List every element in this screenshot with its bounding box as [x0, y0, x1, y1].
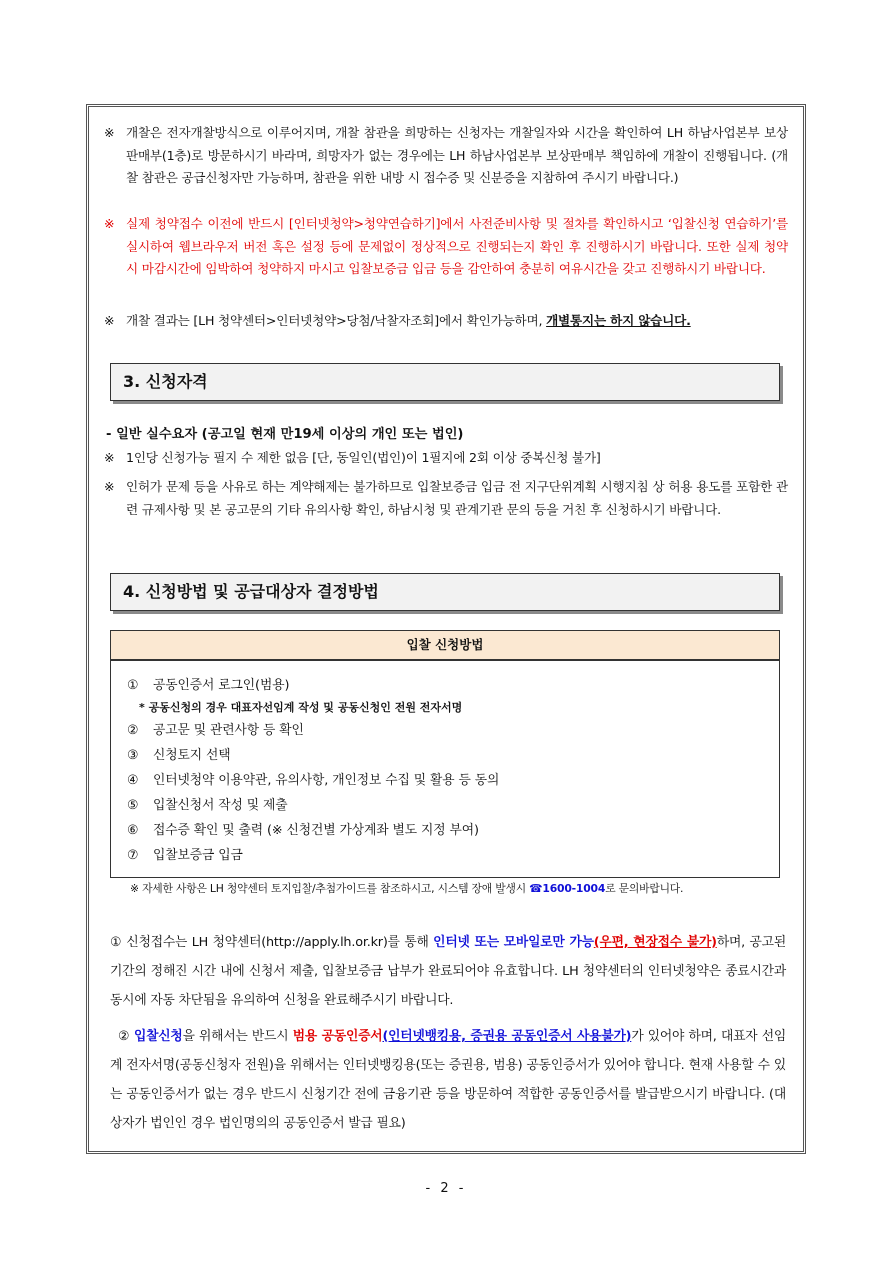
note-practice-warning: [104, 213, 788, 281]
step-text: 접수증 확인 및 출력 (※ 신청건별 가상계좌 별도 지정 부여): [153, 823, 479, 838]
note-mark: ※: [104, 125, 115, 140]
para-emphasis-bid: 입찰신청: [133, 1029, 183, 1044]
para-emphasis-online: 인터넷 또는 모바일로만 가능: [433, 935, 594, 950]
step-text: 공고문 및 관련사항 등 확인: [153, 723, 304, 738]
step-number: ④: [127, 773, 139, 788]
note-parcel-limit: [104, 447, 788, 470]
note-text: 실제 청약접수 이전에 반드시 [인터넷청약>청약연습하기]에서 사전준비사항 및 절차를 확인하시고 ‘입찰신청 연습하기’를 실시하여 웹브라우저 버전 혹은 설정 등에 문제없이 정상적으로 진행되는지 확인 후 진행하시기 바랍니다. 또한 실제 청약 시 마감시간에 임박하여 청약하지 마시고 입찰보증금 입금 등을 감안하여 충분히 여유시간을 갖고 진행하시기 바랍니다.: [126, 216, 788, 276]
step-number: ②: [127, 723, 139, 738]
note-opening-visit: [104, 122, 788, 190]
step-number: ⑥: [127, 823, 139, 838]
note-result-check: [104, 310, 788, 333]
note-mark: ※: [104, 216, 115, 231]
step-number: ⑦: [127, 848, 139, 863]
step-5: [127, 796, 288, 816]
step-3: [127, 746, 231, 766]
para-text-rest: 하며, 공고된 기간의 정해진 시간 내에 신청서 제출, 입찰보증금 납부가 완료되어야 유효합니다. LH 청약센터의 인터넷청약은 종료시간과 동시에 자동 차단됨을 유의하여 신청을 완료해주시기 바랍니다.: [110, 935, 787, 1008]
step-2: [127, 721, 304, 741]
section-3-title: 3. 신청자격: [110, 363, 780, 401]
note-text: 개찰 결과는 [LH 청약센터>인터넷청약>당첨/낙찰자조회]에서 확인가능하며,: [126, 313, 547, 328]
para-emphasis-cert-unusable: (인터넷뱅킹용, 증권용 공동인증서 사용불가): [382, 1029, 632, 1044]
footer-text: ※ 자세한 사항은 LH 청약센터 토지입찰/추첨가이드를 참조하시고, 시스템 장애 발생시: [130, 882, 530, 895]
paragraph-certificate: [110, 1022, 786, 1138]
section-3-heading: - 일반 실수요자 (공고일 현재 만19세 이상의 개인 또는 법인): [106, 427, 464, 442]
step-text: 인터넷청약 이용약관, 유의사항, 개인정보 수집 및 활용 등 동의: [153, 773, 500, 788]
para-text-rest: 가 있어야 하며, 대표자 선임계 전자서명(공동신청자 전원)을 위해서는 인터넷뱅킹용(또는 증권용, 범용) 공동인증서가 있어야 합니다. 현재 사용할 수 있는 공동인증서가 없는 경우 반드시 신청기간 전에 금융기관 등을 방문하여 적합한 공동인증서를 발급받으시기 바랍니다. (대상자가 법인인 경우 법인명의의 공동인증서 발급 필요): [110, 1029, 787, 1131]
note-permit-issue: [104, 476, 788, 521]
note-text: 인허가 문제 등을 사유로 하는 계약해제는 불가하므로 입찰보증금 입금 전 지구단위계획 시행지침 상 허용 용도를 포함한 관련 규제사항 및 본 공고문의 기타 유의사항 확인, 하남시청 및 관계기관 문의 등을 거친 후 신청하시기 바랍니다.: [126, 479, 788, 517]
step-text: 신청토지 선택: [153, 748, 231, 763]
para-emphasis-no-offline: (우편, 현장접수 불가): [593, 935, 717, 950]
para-text: 을 위해서는 반드시: [182, 1029, 293, 1044]
step-text: 입찰보증금 입금: [153, 848, 243, 863]
step-4: [127, 771, 499, 791]
note-text: 개찰은 전자개찰방식으로 이루어지며, 개찰 참관을 희망하는 신청자는 개찰일자와 시간을 확인하여 LH 하남사업본부 보상판매부(1층)로 방문하시기 바라며, 희망자가 없는 경우에는 LH 하남사업본부 보상판매부 책임하에 개찰이 진행됩니다. (개찰 참관은 공급신청자만 가능하며, 참관을 위한 내방 시 접수증 및 신분증을 지참하여 주시기 바랍니다.): [126, 125, 788, 185]
joint-application-note: * 공동신청의 경우 대표자선임계 작성 및 공동신청인 전원 전자서명: [139, 701, 463, 714]
phone-number: ☎1600-1004: [529, 882, 606, 895]
table-header: 입찰 신청방법: [111, 631, 779, 661]
note-emphasis: 개별통지는 하지 않습니다.: [546, 313, 691, 328]
note-mark: ※: [104, 450, 115, 465]
step-1: [127, 676, 289, 696]
para-emphasis-cert: 범용 공동인증서: [292, 1029, 383, 1044]
para-text: ① 신청접수는 LH 청약센터(http://apply.lh.or.kr)를 통해: [110, 935, 434, 950]
section-4-title: 4. 신청방법 및 공급대상자 결정방법: [110, 573, 780, 611]
para-text: ②: [118, 1029, 134, 1044]
bid-method-table: [110, 630, 780, 878]
step-number: ③: [127, 748, 139, 763]
step-6: [127, 821, 479, 841]
note-mark: ※: [104, 479, 115, 494]
note-mark: ※: [104, 313, 115, 328]
footer-text-end: 로 문의바랍니다.: [605, 882, 684, 895]
step-text: 입찰신청서 작성 및 제출: [153, 798, 288, 813]
step-number: ①: [127, 678, 139, 693]
step-number: ⑤: [127, 798, 139, 813]
step-text: 공동인증서 로그인(범용): [153, 678, 290, 693]
table-footer-note: [130, 880, 683, 898]
paragraph-online-only: [110, 928, 786, 1015]
step-7: [127, 846, 243, 866]
page-number: - 2 -: [425, 1181, 467, 1196]
note-text: 1인당 신청가능 필지 수 제한 없음 [단, 동일인(법인)이 1필지에 2회 이상 중복신청 불가]: [126, 450, 601, 465]
